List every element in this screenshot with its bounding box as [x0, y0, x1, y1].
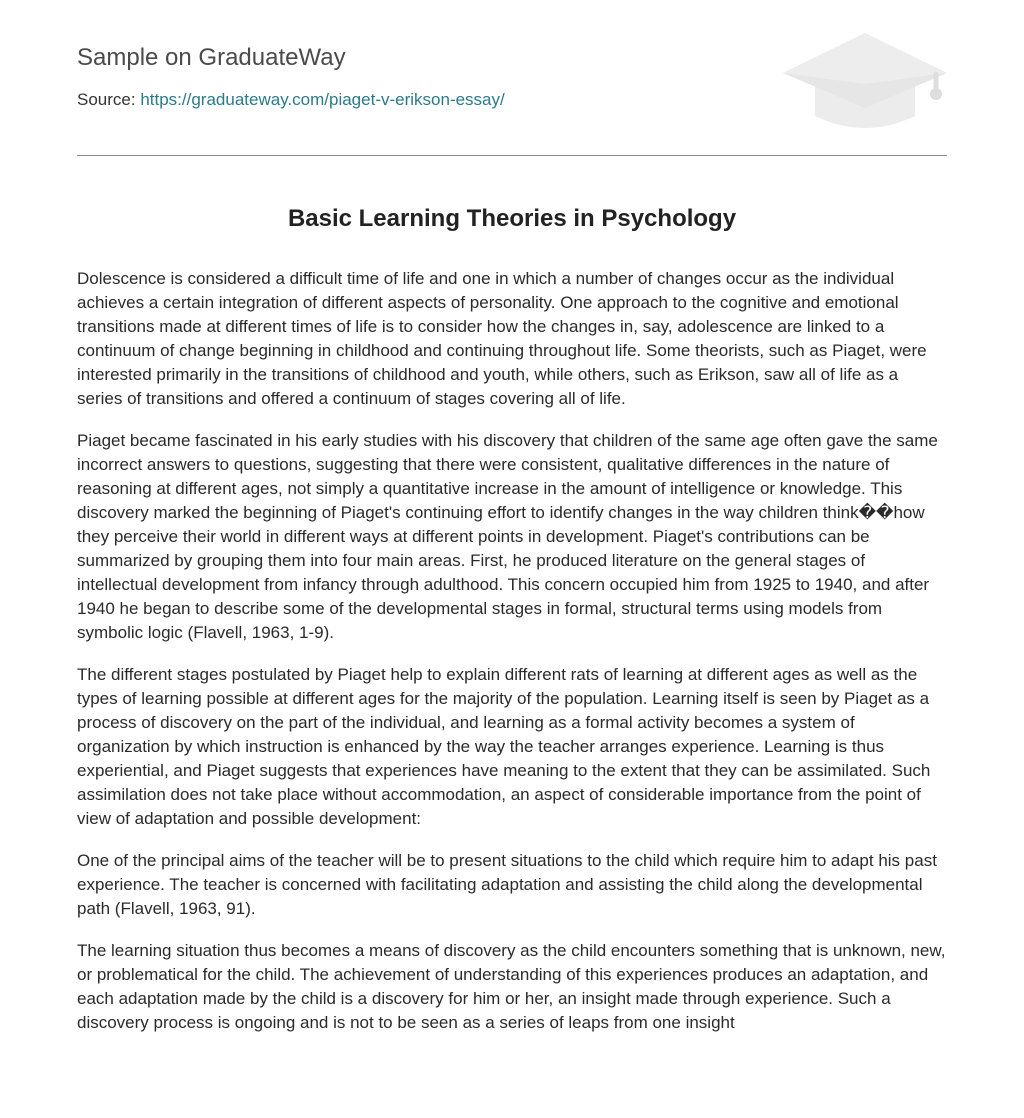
page-header: [77, 0, 947, 156]
essay-paragraph: The learning situation thus becomes a means of discovery as the child encounters something that is unknown, new, or problematical for the child. The achievement of understanding of this experiences produces an adaptation, and each adaptation made by the child is a discovery for him or her, an insight made through experience. Such a discovery process is ongoing and is not to be seen as a series of leaps from one insight: [77, 941, 946, 1032]
essay-paragraph: One of the principal aims of the teacher will be to present situations to the child which require him to adapt his past experience. The teacher is concerned with facilitating adaptation and assisting the child along the developmental path (Flavell, 1963, 91).: [77, 851, 937, 918]
site-title: Sample on GraduateWay: [77, 44, 346, 71]
source-link[interactable]: https://graduateway.com/piaget-v-erikson-essay/: [140, 90, 505, 109]
essay-paragraph: The different stages postulated by Piaget help to explain different rats of learning at different ages as well as the types of learning possible at different ages for the majority of the population. Learning itself is seen by Piaget as a process of discovery on the part of the individual, and learning as a formal activity becomes a system of organization by which instruction is enhanced by the way the teacher arranges experience. Learning is thus experiential, and Piaget suggests that experiences have meaning to the extent that they can be assimilated. Such assimilation does not take place without accommodation, an aspect of considerable importance from the point of view of adaptation and possible development:: [77, 665, 931, 828]
source-line: [77, 90, 505, 110]
essay-paragraph: Piaget became fascinated in his early studies with his discovery that children of the same age often gave the same incorrect answers to questions, suggesting that there were consistent, qualitative differences in the nature of reasoning at different ages, not simply a quantitative increase in the amount of intelligence or knowledge. This discovery marked the beginning of Piaget's continuing effort to identify changes in the way children think��how they perceive their world in different ways at different points in development. Piaget's contributions can be summarized by grouping them into four main areas. First, he produced literature on the general stages of intellectual development from infancy through adulthood. This concern occupied him from 1925 to 1940, and after 1940 he began to describe some of the developmental stages in formal, structural terms using models from symbolic logic (Flavell, 1963, 1-9).: [77, 431, 938, 642]
essay-body: [77, 267, 947, 1053]
essay-title: Basic Learning Theories in Psychology: [287, 205, 737, 232]
source-label: Source:: [77, 90, 136, 109]
essay-paragraph: Dolescence is considered a difficult time of life and one in which a number of changes occur as the individual achieves a certain integration of different aspects of personality. One approach to the cognitive and emotional transitions made at different times of life is to consider how the changes in, say, adolescence are linked to a continuum of change beginning in childhood and continuing throughout life. Some theorists, such as Piaget, were interested primarily in the transitions of childhood and youth, while others, such as Erikson, saw all of life as a series of transitions and offered a continuum of stages covering all of life.: [77, 269, 927, 408]
graduation-cap-icon: [780, 28, 950, 136]
header-divider: [77, 155, 947, 156]
